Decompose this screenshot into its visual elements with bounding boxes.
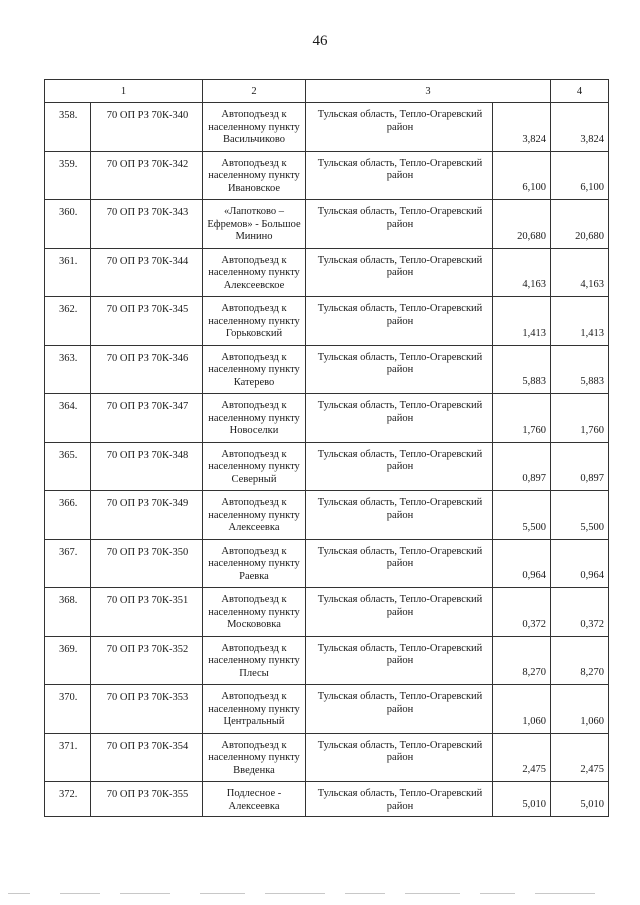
row-number: 365. <box>45 442 91 491</box>
row-number: 367. <box>45 539 91 588</box>
table-row <box>45 151 609 200</box>
road-name: Автоподъезд к населенному пункту Москововка <box>203 588 306 637</box>
road-total: 4,163 <box>551 248 609 297</box>
road-name: Автоподъезд к населенному пункту Ивановское <box>203 151 306 200</box>
road-location: Тульская область, Тепло-Огаревский район <box>306 103 493 152</box>
row-number: 368. <box>45 588 91 637</box>
road-length: 0,897 <box>493 442 551 491</box>
row-number: 366. <box>45 491 91 540</box>
road-code: 70 ОП РЗ 70К-340 <box>91 103 203 152</box>
row-number: 363. <box>45 345 91 394</box>
road-length: 5,010 <box>493 782 551 817</box>
road-total: 8,270 <box>551 636 609 685</box>
table-row <box>45 394 609 443</box>
table-row <box>45 345 609 394</box>
road-length: 20,680 <box>493 200 551 249</box>
table-row <box>45 782 609 817</box>
header-col-2: 2 <box>203 80 306 103</box>
road-total: 3,824 <box>551 103 609 152</box>
road-location: Тульская область, Тепло-Огаревский район <box>306 782 493 817</box>
road-code: 70 ОП РЗ 70К-355 <box>91 782 203 817</box>
road-location: Тульская область, Тепло-Огаревский район <box>306 442 493 491</box>
road-code: 70 ОП РЗ 70К-343 <box>91 200 203 249</box>
road-code: 70 ОП РЗ 70К-344 <box>91 248 203 297</box>
row-number: 361. <box>45 248 91 297</box>
road-location: Тульская область, Тепло-Огаревский район <box>306 394 493 443</box>
row-number: 371. <box>45 733 91 782</box>
road-length: 5,500 <box>493 491 551 540</box>
table-row <box>45 491 609 540</box>
road-code: 70 ОП РЗ 70К-352 <box>91 636 203 685</box>
road-total: 5,010 <box>551 782 609 817</box>
table-row <box>45 103 609 152</box>
road-total: 2,475 <box>551 733 609 782</box>
table-row <box>45 442 609 491</box>
road-name: Автоподъезд к населенному пункту Горьковский <box>203 297 306 346</box>
road-location: Тульская область, Тепло-Огаревский район <box>306 200 493 249</box>
road-code: 70 ОП РЗ 70К-350 <box>91 539 203 588</box>
header-col-1: 1 <box>45 80 203 103</box>
road-length: 5,883 <box>493 345 551 394</box>
road-name: Автоподъезд к населенному пункту Северный <box>203 442 306 491</box>
road-register-table <box>44 79 609 817</box>
road-total: 0,897 <box>551 442 609 491</box>
table-row <box>45 733 609 782</box>
table-header-row <box>45 80 609 103</box>
row-number: 364. <box>45 394 91 443</box>
table-row <box>45 248 609 297</box>
road-length: 8,270 <box>493 636 551 685</box>
row-number: 369. <box>45 636 91 685</box>
road-total: 1,760 <box>551 394 609 443</box>
table-body <box>45 103 609 817</box>
road-code: 70 ОП РЗ 70К-354 <box>91 733 203 782</box>
row-number: 358. <box>45 103 91 152</box>
header-col-3: 3 <box>306 80 551 103</box>
road-name: Подлесное - Алексеевка <box>203 782 306 817</box>
road-code: 70 ОП РЗ 70К-346 <box>91 345 203 394</box>
row-number: 359. <box>45 151 91 200</box>
road-name: Автоподъезд к населенному пункту Новоселки <box>203 394 306 443</box>
road-name: Автоподъезд к населенному пункту Центральный <box>203 685 306 734</box>
row-number: 362. <box>45 297 91 346</box>
road-name: Автоподъезд к населенному пункту Плесы <box>203 636 306 685</box>
road-location: Тульская область, Тепло-Огаревский район <box>306 297 493 346</box>
road-name: Автоподъезд к населенному пункту Введенка <box>203 733 306 782</box>
road-length: 6,100 <box>493 151 551 200</box>
header-col-4: 4 <box>551 80 609 103</box>
road-length: 0,372 <box>493 588 551 637</box>
road-length: 1,413 <box>493 297 551 346</box>
road-location: Тульская область, Тепло-Огаревский район <box>306 685 493 734</box>
road-length: 3,824 <box>493 103 551 152</box>
road-name: Автоподъезд к населенному пункту Алексеевка <box>203 491 306 540</box>
road-total: 5,883 <box>551 345 609 394</box>
table-row <box>45 636 609 685</box>
road-total: 5,500 <box>551 491 609 540</box>
road-length: 0,964 <box>493 539 551 588</box>
road-total: 1,413 <box>551 297 609 346</box>
table-row <box>45 297 609 346</box>
road-name: Автоподъезд к населенному пункту Раевка <box>203 539 306 588</box>
road-location: Тульская область, Тепло-Огаревский район <box>306 539 493 588</box>
road-location: Тульская область, Тепло-Огаревский район <box>306 248 493 297</box>
road-length: 4,163 <box>493 248 551 297</box>
table-row <box>45 539 609 588</box>
scan-artifact-marks <box>0 893 640 897</box>
page-number: 46 <box>312 33 328 49</box>
row-number: 370. <box>45 685 91 734</box>
road-location: Тульская область, Тепло-Огаревский район <box>306 491 493 540</box>
road-location: Тульская область, Тепло-Огаревский район <box>306 733 493 782</box>
table-row <box>45 685 609 734</box>
road-name: Автоподъезд к населенному пункту Катерево <box>203 345 306 394</box>
road-code: 70 ОП РЗ 70К-345 <box>91 297 203 346</box>
road-name: Автоподъезд к населенному пункту Алексеевское <box>203 248 306 297</box>
road-length: 1,760 <box>493 394 551 443</box>
road-total: 20,680 <box>551 200 609 249</box>
road-total: 0,372 <box>551 588 609 637</box>
road-location: Тульская область, Тепло-Огаревский район <box>306 345 493 394</box>
road-total: 1,060 <box>551 685 609 734</box>
road-code: 70 ОП РЗ 70К-347 <box>91 394 203 443</box>
road-code: 70 ОП РЗ 70К-342 <box>91 151 203 200</box>
row-number: 360. <box>45 200 91 249</box>
road-name: «Лапотково – Ефремов» - Большое Минино <box>203 200 306 249</box>
table-row <box>45 200 609 249</box>
road-location: Тульская область, Тепло-Огаревский район <box>306 151 493 200</box>
table-row <box>45 588 609 637</box>
road-code: 70 ОП РЗ 70К-348 <box>91 442 203 491</box>
road-length: 2,475 <box>493 733 551 782</box>
road-length: 1,060 <box>493 685 551 734</box>
row-number: 372. <box>45 782 91 817</box>
road-code: 70 ОП РЗ 70К-351 <box>91 588 203 637</box>
road-code: 70 ОП РЗ 70К-353 <box>91 685 203 734</box>
road-name: Автоподъезд к населенному пункту Васильчиково <box>203 103 306 152</box>
road-total: 6,100 <box>551 151 609 200</box>
road-location: Тульская область, Тепло-Огаревский район <box>306 588 493 637</box>
road-location: Тульская область, Тепло-Огаревский район <box>306 636 493 685</box>
road-code: 70 ОП РЗ 70К-349 <box>91 491 203 540</box>
road-total: 0,964 <box>551 539 609 588</box>
